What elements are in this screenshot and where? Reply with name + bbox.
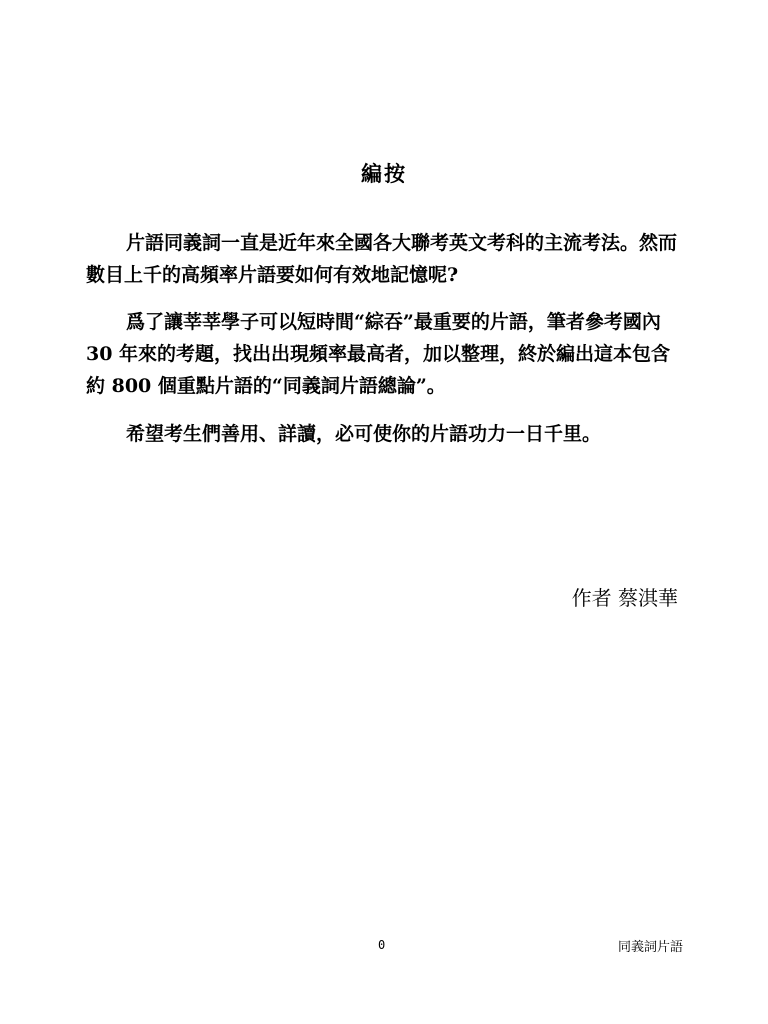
page-title: 編按 — [361, 161, 407, 186]
paragraph-text: 片語同義詞一直是近年來全國各大聯考英文考科的主流考法。然而數目上千的高頻率片語要如何有效地記憶呢? — [86, 232, 678, 286]
paragraph-text: 爲了讓莘莘學子可以短時間“綜吞”最重要的片語，筆者參考國內 30 年來的考題，找出出現頻率最高者，加以整理，終於編出這本包含約 800 個重點片語的“同義詞片語總論”。 — [86, 311, 671, 397]
footer-page-number: 0 — [378, 938, 386, 952]
paragraph-2 — [86, 306, 686, 402]
footer-running-title: 同義詞片語 — [617, 940, 683, 955]
paragraph-text: 希望考生們善用、詳讀，必可使你的片語功力一日千里。 — [126, 423, 602, 445]
author-signature: 作者 蔡淇華 — [571, 586, 678, 610]
paragraph-1 — [86, 227, 686, 291]
paragraph-3 — [86, 418, 686, 450]
